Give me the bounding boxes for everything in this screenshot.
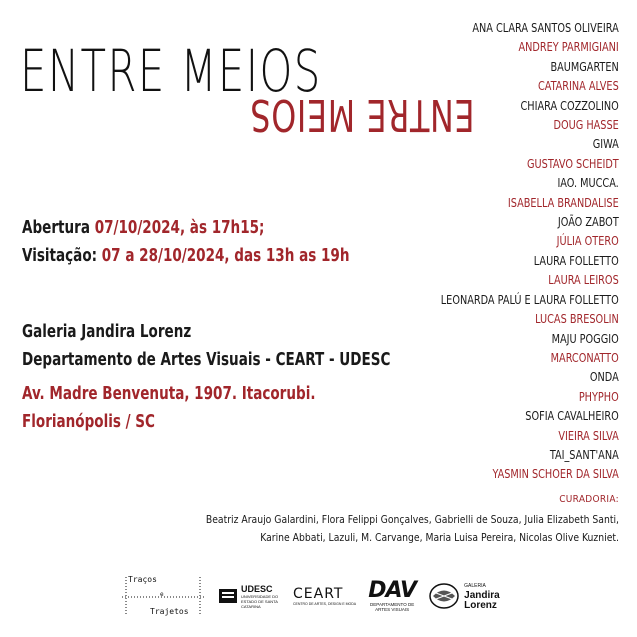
artist-name: MAJU POGGIO — [551, 331, 619, 346]
artist-name: LEONARDA PALÚ E LAURA FOLLETTO — [441, 292, 619, 307]
venue-line-2: Departamento de Artes Visuais - CEART - UDESC — [22, 350, 391, 370]
abertura-value: 07/10/2024, às 17h15; — [94, 218, 265, 238]
artist-name: CHIARA COZZOLINO — [520, 98, 619, 113]
artist-name: GIWA — [592, 137, 619, 152]
artist-name: ISABELLA BRANDALISE — [508, 195, 619, 210]
artist-name: YASMIN SCHOER DA SILVA — [492, 467, 619, 482]
artist-name: LAURA LEIROS — [548, 273, 619, 288]
tracos-text: Traços — [128, 575, 157, 584]
artist-name: CATARINA ALVES — [538, 79, 619, 94]
venue-line-3: Av. Madre Benvenuta, 1907. Itacorubi. — [22, 384, 316, 404]
artist-name: DOUG HASSE — [553, 118, 619, 133]
galeria-emblem-icon — [428, 581, 460, 611]
title-mirrored: ENTRE MEIOS — [249, 89, 475, 140]
visitacao-label: Visitação: — [22, 246, 98, 266]
udesc-sub: UNIVERSIDADE DO ESTADO DE SANTA CATARINA — [241, 593, 279, 609]
artist-name: PHYPHO — [579, 389, 619, 404]
dav-sub: DEPARTAMENTO DE ARTES VISUAIS — [370, 602, 415, 612]
artist-name: BAUMGARTEN — [550, 59, 619, 74]
abertura-line — [22, 218, 264, 238]
trajetos-text: Trajetos — [150, 607, 189, 616]
abertura-label: Abertura — [22, 218, 90, 238]
artist-name: VIEIRA SILVA — [558, 428, 619, 443]
curadoria-names: Beatriz Araujo Galardini, Flora Felippi Gonçalves, Gabrielli de Souza, Julia Elizabeth Santi, Karine Abbati, Lazuli, M. Carvange, Maria Luisa Pereira, Nicolas Olive Kuzniet. — [205, 514, 619, 544]
artist-name: ONDA — [590, 370, 619, 385]
artist-name: IAO. MUCCA. — [557, 176, 619, 191]
title-main: ENTRE MEIOS — [20, 37, 322, 105]
venue-line-4: Florianópolis / SC — [22, 412, 155, 432]
artist-name: JOÃO ZABOT — [558, 215, 619, 230]
artists-list — [421, 19, 619, 485]
artist-name: ANA CLARA SANTOS OLIVEIRA — [472, 21, 619, 35]
tracos-trajetos-logo — [120, 573, 206, 619]
galeria-top: GALERIA — [464, 583, 486, 589]
ceart-name: CEART — [293, 586, 344, 602]
logo-bar — [120, 572, 510, 620]
curadoria-label: CURADORIA: — [559, 494, 619, 505]
dav-name: DAV — [368, 578, 417, 603]
galeria-logo — [428, 581, 510, 611]
udesc-logo — [218, 584, 281, 609]
visitacao-line — [22, 246, 349, 266]
galeria-name: Jandira Lorenz — [464, 590, 500, 611]
ceart-sub: CENTRO DE ARTES, DESIGN E MODA — [293, 602, 357, 606]
dav-logo — [368, 580, 416, 612]
artist-name: GUSTAVO SCHEIDT — [527, 156, 619, 171]
udesc-icon — [218, 587, 238, 605]
artist-name: LUCAS BRESOLIN — [535, 312, 619, 327]
artist-name: MARCONATTO — [550, 350, 619, 365]
artist-name: LAURA FOLLETTO — [534, 253, 619, 268]
artist-name: ANDREY PARMIGIANI — [518, 40, 619, 55]
udesc-name: UDESC — [241, 583, 273, 594]
artist-name: JÚLIA OTERO — [556, 234, 619, 249]
visitacao-value: 07 a 28/10/2024, das 13h as 19h — [101, 246, 350, 266]
artist-name: SOFIA CAVALHEIRO — [525, 409, 619, 424]
venue-line-1: Galeria Jandira Lorenz — [22, 322, 192, 342]
artist-name: TAI_SANT'ANA — [550, 447, 619, 462]
ceart-logo — [293, 586, 356, 606]
tracos-e-text: e — [160, 591, 164, 598]
